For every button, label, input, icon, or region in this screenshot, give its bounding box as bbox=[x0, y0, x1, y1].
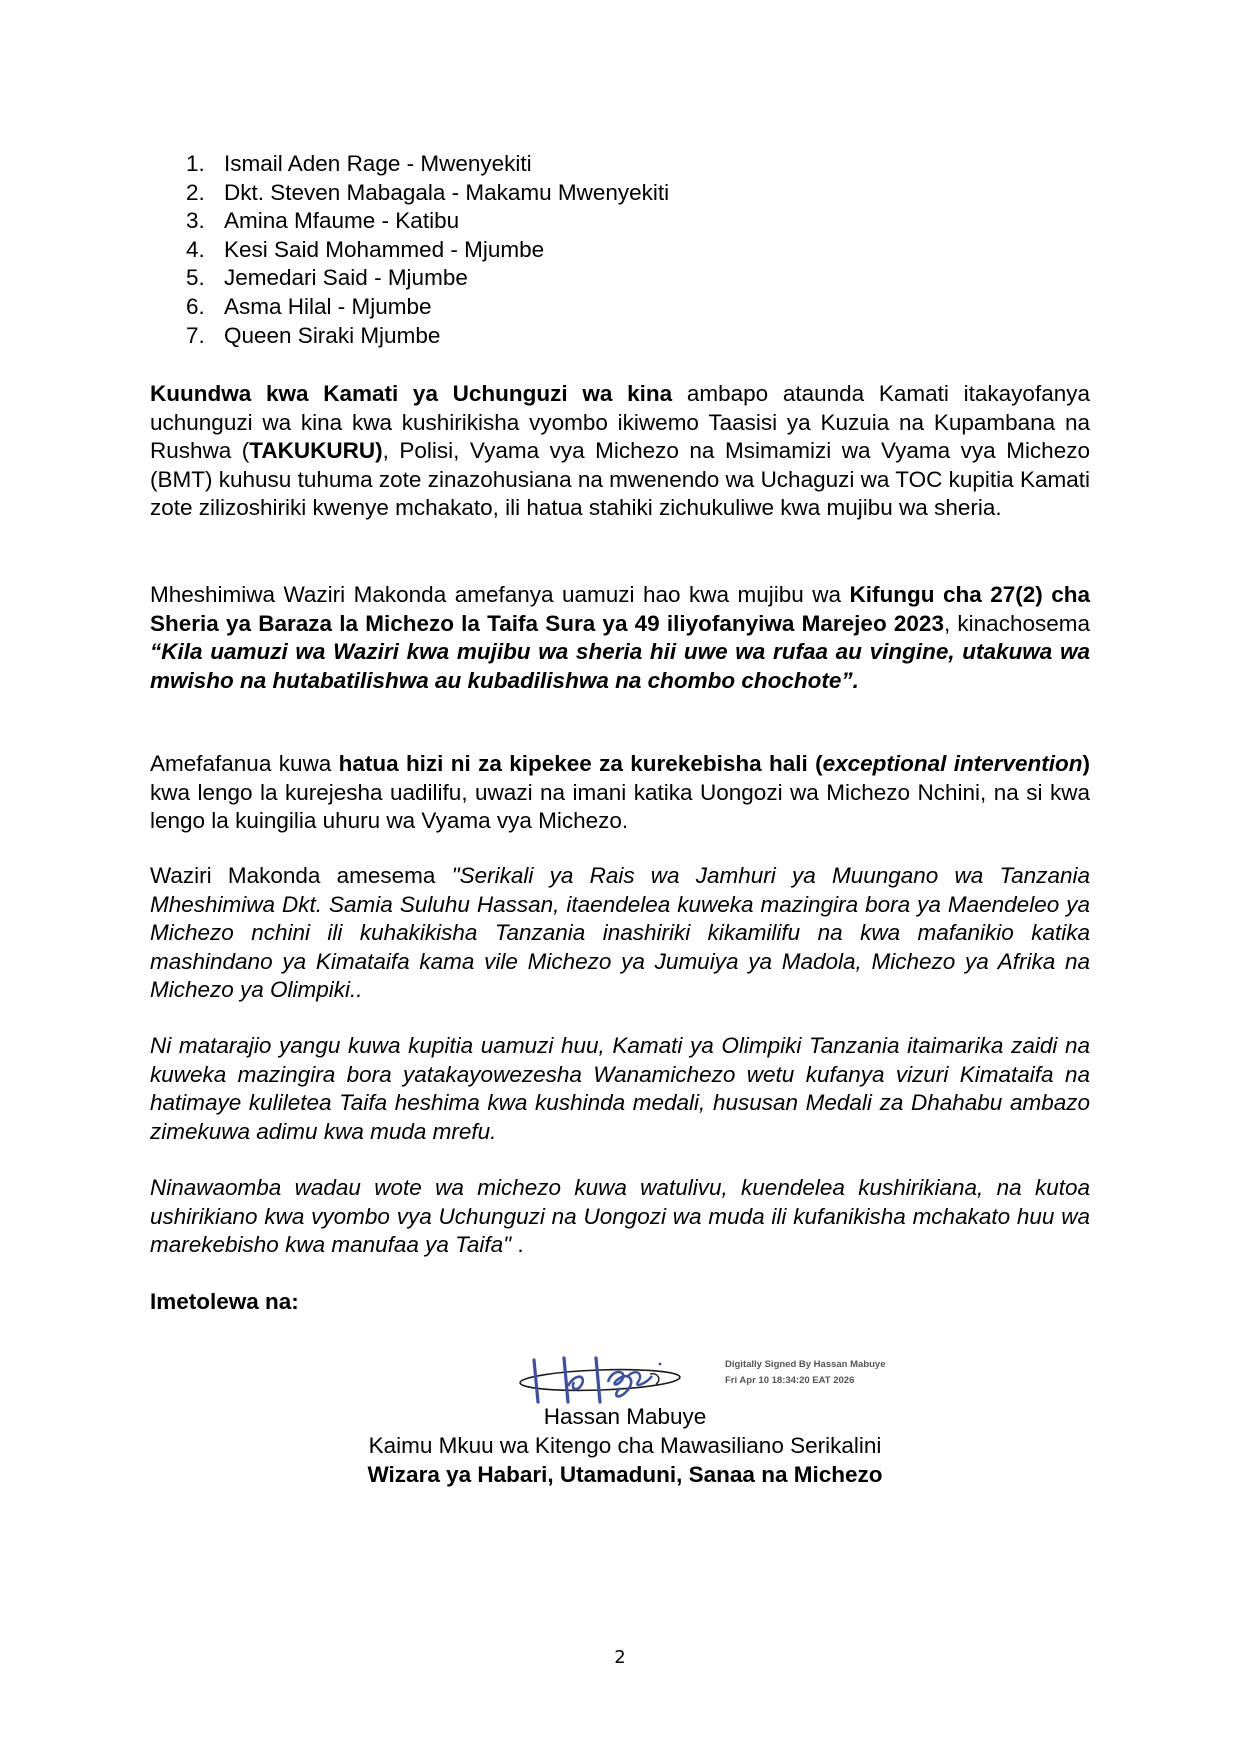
digital-signed-by: Digitally Signed By Hassan Mabuye bbox=[725, 1359, 886, 1370]
bold-legal-reference: Kifungu cha 27(2) cha Sheria ya Baraza la Michezo la Taifa Sura ya 49 iliyofanyiwa Marejeo 2023 bbox=[150, 582, 1090, 636]
list-number: 2. bbox=[186, 179, 205, 205]
list-number: 3. bbox=[186, 208, 205, 234]
paragraph-text: Waziri Makonda amesema bbox=[150, 863, 452, 888]
list-item bbox=[186, 150, 669, 179]
list-item bbox=[186, 264, 669, 293]
paragraph-exceptional-intervention bbox=[150, 750, 1090, 836]
paragraph-text: ambapo ataunda Kamati itakayofanya uchunguzi wa kina kwa kushirikisha vyombo ikiwemo Taasisi ya Kuzuia na Kupambana na Rushwa ( bbox=[150, 381, 1090, 464]
paragraph-text: kwa lengo la kurejesha uadilifu, uwazi na imani katika Uongozi wa Michezo Nchini, na si kwa lengo la kuingilia uhuru wa Vyama vya Michezo. bbox=[150, 779, 1090, 834]
issued-by-label: Imetolewa na: bbox=[150, 1289, 299, 1314]
digital-signed-timestamp: Fri Apr 10 18:34:20 EAT 2026 bbox=[725, 1375, 855, 1386]
member-entry: Jemedari Said - Mjumbe bbox=[224, 265, 468, 291]
paragraph-appeal-to-stakeholders bbox=[150, 1174, 1090, 1260]
paragraph-minister-statement bbox=[150, 862, 1090, 1005]
list-item bbox=[186, 207, 669, 236]
list-item bbox=[186, 236, 669, 265]
member-entry: Amina Mfaume - Katibu bbox=[224, 208, 460, 234]
paragraph-legal-basis bbox=[150, 581, 1090, 695]
paragraph-text: . bbox=[511, 1232, 524, 1258]
paragraph-investigation-committee bbox=[150, 380, 1090, 523]
signer-ministry: Wizara ya Habari, Utamaduni, Sanaa na Michezo bbox=[367, 1462, 883, 1487]
italic-quote: "Serikali ya Rais wa Jamhuri ya Muungano wa Tanzania Mheshimiwa Dkt. Samia Suluhu Hassan, itaendelea kuweka mazingira bora ya Maendeleo ya Michezo nchini ili kuhakikisha Tanzania inashiriki kikamilifu na kwa mafanikio katika mashindano ya Kimataifa kama vile Michezo ya Jumuiya ya Madola, Michezo ya Afrika na Michezo ya Olimpiki.. bbox=[150, 863, 1090, 1003]
list-number: 7. bbox=[186, 322, 205, 348]
bold-phrase: hatua hizi ni za kipekee za kurekebisha hali ( bbox=[338, 751, 823, 776]
page-number: 2 bbox=[614, 1647, 626, 1668]
bold-italic-term: exceptional intervention bbox=[822, 751, 1083, 776]
member-entry: Ismail Aden Rage - Mwenyekiti bbox=[224, 151, 532, 176]
italic-quote: Ni matarajio yangu kuwa kupitia uamuzi huu, Kamati ya Olimpiki Tanzania itaimarika zaidi na kuweka mazingira bora yatakayowezesha Wanamichezo wetu kufanya vizuri Kimataifa na hatimaye kuliletea Taifa heshima kwa kushinda medali, hususan Medali za Dhahabu ambazo zimekuwa adimu kwa muda mrefu. bbox=[150, 1033, 1090, 1144]
member-entry: Queen Siraki Mjumbe bbox=[224, 322, 441, 348]
list-number: 1. bbox=[186, 151, 205, 176]
bold-close-paren: ) bbox=[1082, 751, 1090, 776]
list-item bbox=[186, 322, 669, 351]
bold-acronym: TAKUKURU) bbox=[249, 438, 383, 464]
paragraph-text: , kinachosema bbox=[943, 610, 1090, 636]
paragraph-text: , Polisi, Vyama vya Michezo na Msimamizi wa Vyama vya Michezo (BMT) kuhusu tuhuma zote zinazohusiana na mwenendo wa Uchaguzi wa TOC kupitia Kamati zote zilizoshiriki kwenye mchakato, ili hatua stahiki zichukuliwe kwa mujibu wa sheria. bbox=[150, 438, 1090, 521]
italic-quote: Ninawaomba wadau wote wa michezo kuwa watulivu, kuendelea kushirikiana, na kutoa ushirikiano kwa vyombo vya Uchunguzi na Uongozi wa muda ili kufanikisha mchakato huu wa marekebisho kwa manufaa ya Taifa" bbox=[150, 1175, 1090, 1258]
list-number: 5. bbox=[186, 265, 205, 291]
paragraph-text: Amefafanua kuwa bbox=[150, 751, 339, 776]
digital-signature-info bbox=[725, 1357, 886, 1389]
member-entry: Dkt. Steven Mabagala - Makamu Mwenyekiti bbox=[224, 179, 670, 205]
paragraph-text: Mheshimiwa Waziri Makonda amefanya uamuzi hao kwa mujibu wa bbox=[150, 582, 850, 607]
list-item bbox=[186, 293, 669, 322]
list-number: 6. bbox=[186, 293, 205, 319]
member-entry: Asma Hilal - Mjumbe bbox=[224, 293, 432, 319]
bold-lead: Kuundwa kwa Kamati ya Uchunguzi wa kina bbox=[150, 381, 673, 406]
list-number: 4. bbox=[186, 236, 205, 262]
list-item bbox=[186, 179, 669, 208]
signer-name: Hassan Mabuye bbox=[543, 1404, 707, 1429]
signer-title: Kaimu Mkuu wa Kitengo cha Mawasiliano Serikalini bbox=[368, 1433, 882, 1458]
committee-member-list bbox=[186, 150, 669, 350]
law-quote: “Kila uamuzi wa Waziri kwa mujibu wa sheria hii uwe wa rufaa au vingine, utakuwa wa mwisho na hutabatilishwa au kubadilishwa na chombo chochote”. bbox=[150, 639, 1090, 693]
member-entry: Kesi Said Mohammed - Mjumbe bbox=[224, 236, 545, 262]
handwritten-signature-icon bbox=[512, 1352, 692, 1410]
paragraph-expectations bbox=[150, 1032, 1090, 1146]
